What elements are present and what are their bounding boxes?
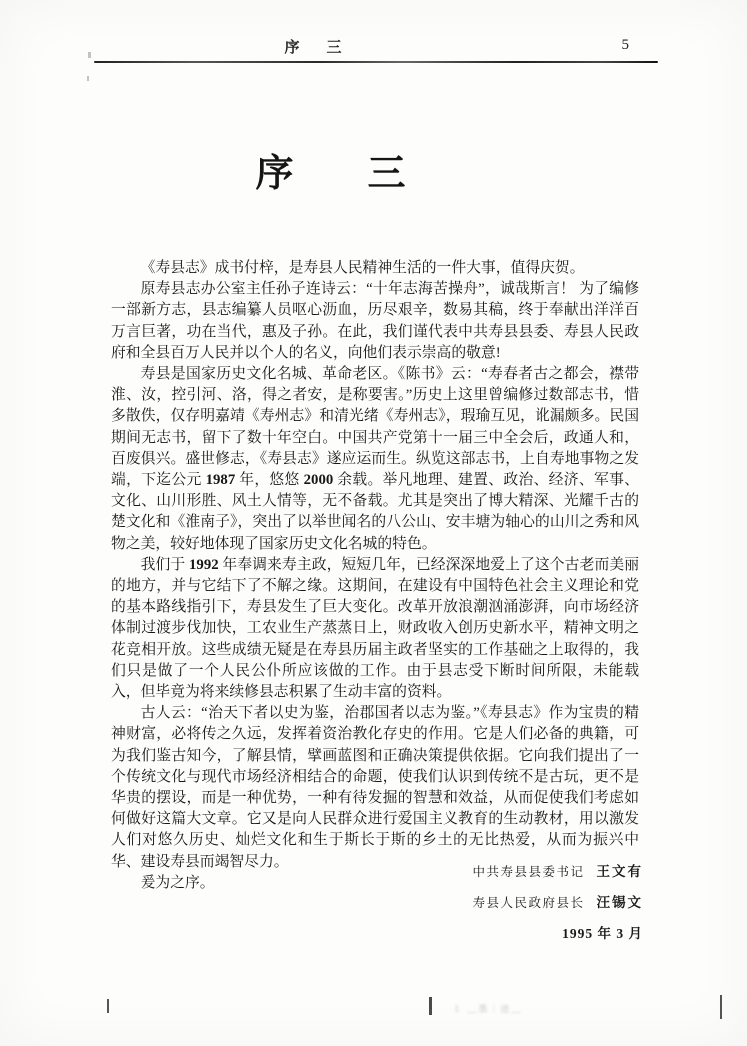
signature-block (472, 860, 643, 942)
paragraph-3: 寿县是国家历史文化名城、革命老区。《陈书》云：“寿春者古之都会，襟带淮、汝，控引河、洛，得之者安，是称要害。”历史上这里曾编修过数部志书，惜多散佚，仅存明嘉靖《寿州志》和清光绪《寿州志》，瑕瑜互见，讹漏颇多。民国期间无志书，留下了数十年空白。中国共产党第十一届三中全会后，政通人和，百废俱兴。盛世修志，《寿县志》遂应运而生。纵览这部志书，上自寿地事物之发端，下迄公元 1987 年，悠悠 2000 余载。举凡地理、建置、政治、经济、军事、文化、山川形胜、风土人情等，无不备载。尤其是突出了博大精深、光耀千古的楚文化和《淮南子》，突出了以举世闻名的八公山、安丰塘为轴心的山川之秀和风物之美，较好地体现了国家历史文化名城的特色。 (111, 366, 639, 552)
signature-date: 1995 年 3 月 (562, 926, 643, 941)
body-text (111, 258, 639, 894)
scan-artifact-speck-1 (88, 52, 91, 58)
scan-artifact-tick-center (429, 997, 432, 1015)
paragraph-2: 原寿县志办公室主任孙子连诗云：“十年志海苦操舟”，诚哉斯言！ 为了编修一部新方志，县志编纂人员呕心沥血，历尽艰辛，数易其稿，终于奉献出洋洋百万言巨著，功在当代，惠及子孙。在此，我们谨代表中共寿县县委、寿县人民政府和全县百万人民并以个人的名义，向他们表示崇高的敬意! (111, 281, 639, 361)
running-header-title: 序 三 (284, 40, 348, 56)
signature-name: 王文有 (596, 864, 643, 879)
paragraph-4: 我们于 1992 年奉调来寿主政，短短几年，已经深深地爱上了这个古老而美丽的地方，并与它结下了不解之缘。这期间，在建设有中国特色社会主义理论和党的基本路线指引下，寿县发生了巨大变化。改革开放浪潮汹涌澎湃，向市场经济体制过渡步伐加快，工农业生产蒸蒸日上，财政收入创历史新水平，精神文明之花竞相开放。这些成绩无疑是在寿县历届主政者坚实的工作基础之上取得的，我们只是做了一个人民公仆所应该做的工作。由于县志受下断时间所限，未能载入，但毕竟为将来续修县志积累了生动丰富的资料。 (111, 556, 640, 701)
paragraph-6: 爰为之序。 (140, 874, 215, 891)
paragraph-5: 古人云：“治天下者以史为鉴，治郡国者以志为鉴。”《寿县志》作为宝贵的精神财富，必将传之久远，发挥着资治教化存史的作用。它是人们必备的典籍，可为我们鉴古知今，了解县情，擘画蓝图和正确决策提供依据。它向我们提出了一个传统文化与现代市场经济相结合的命题，使我们认识到传统不是古玩，更不是华贵的摆设，而是一种优势，一种有待发掘的智慧和效益，从而促使我们考虑如何做好这篇大文章。它又是向人民群众进行爱国主义教育的生动教材，用以激发人们对悠久历史、灿烂文化和生于斯长于斯的乡土的无比热爱，从而为振兴中华、建设寿县而竭智尽力。 (111, 705, 639, 870)
scan-artifact-speck-2 (87, 76, 89, 81)
signature-line-2 (472, 891, 643, 911)
signature-line-1 (472, 860, 643, 880)
signature-name: 汪锡文 (596, 895, 643, 910)
signature-role: 中共寿县县委书记 (472, 865, 585, 879)
scan-artifact-tick-left (107, 999, 109, 1013)
scan-artifact-smudge: 〻 ﹏墨︙迹﹏ (452, 1004, 523, 1014)
paragraph-1: 《寿县志》成书付梓，是寿县人民精神生活的一件大事，值得庆贺。 (140, 260, 585, 276)
page-title: 序 三 (255, 153, 424, 195)
header-rule (94, 61, 658, 63)
running-header (95, 36, 657, 58)
page-number: 5 (621, 37, 629, 53)
signature-role: 寿县人民政府县长 (472, 896, 585, 910)
scan-artifact-tick-right (720, 995, 722, 1019)
